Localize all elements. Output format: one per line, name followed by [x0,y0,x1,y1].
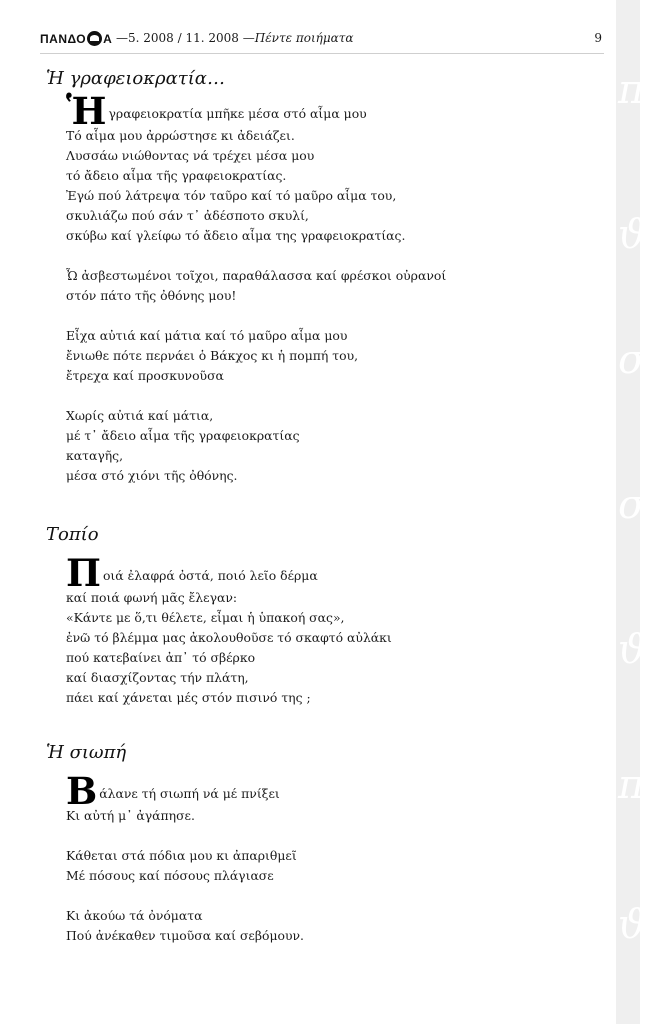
journal-logo [40,31,112,46]
stanza-break [66,246,446,266]
poem-line: Τό αἷμα μου ἀρρώστησε κι ἀδειάζει. [66,128,295,143]
poem-line: τό ἄδειο αἷμα τῆς γραφειοκρατίας. [66,168,287,183]
logo-emblem-icon [87,31,102,46]
poem-line: πάει καί χάνεται μές στόν πισινό της ; [66,690,311,705]
first-line-text: γραφειοκρατία μπῆκε μέσα στό αἷμα μου [108,106,367,121]
brand-tail: Α [103,31,113,46]
poem-line: ἔνιωθε πότε περνάει ὁ Βάκχος κι ἡ πομπή του, [66,348,359,363]
page-number: 9 [594,31,602,45]
drop-cap: Ἡ [66,89,107,133]
poem-title: Ἡ σιωπή [46,742,127,763]
poem-line: σκυλιάζω πού σάν τ᾽ ἀδέσποτο σκυλί, [66,208,309,223]
poem-line: Κι αὐτή μ᾽ ἀγάπησε. [66,808,195,823]
poem-line: καί διασχίζοντας τήν πλάτη, [66,670,249,685]
poem-first-line [66,89,446,133]
poem-line: Ὦ ἀσβεστωμένοι τοῖχοι, παραθάλασσα καί φρέσκοι οὐρανοί [66,268,447,283]
poem-line: Κι ἀκούω τά ὀνόματα [66,908,203,923]
poem-line: Μέ πόσους καί πόσους πλάγιασε [66,868,274,883]
first-line-text: οιά ἐλαφρά ὀστά, ποιό λεῖο δέρμα [102,568,318,583]
poem-line: μέσα στό χιόνι τῆς ὀθόνης. [66,468,238,483]
poem-line: μέ τ᾽ ἄδειο αἷμα τῆς γραφειοκρατίας [66,428,300,443]
issue-info [116,31,354,45]
stanza-break [66,386,446,406]
poem-title: Ἡ γραφειοκρατία… [46,68,225,89]
poem-first-line [66,551,392,595]
poem-line: «Κάντε με ὅ,τι θέλετε, εἶμαι ἡ ὑπακοή σας», [66,610,345,625]
poem-line: Πού ἀνέκαθεν τιμοῦσα καί σεβόμουν. [66,928,304,943]
poem-line: καταγῆς, [66,448,124,463]
poem-line: πού κατεβαίνει ἀπ᾽ τό σβέρκο [66,650,256,665]
poem-title: Τοπίο [46,524,99,545]
stanza-break [66,886,304,906]
stanza-break [66,826,304,846]
facing-page-edge: π ϑ σ σ ϑ π ϑ [616,0,640,1024]
poem-line: ἔτρεχα καί προσκυνοῦσα [66,368,224,383]
poem-line: ἐνῶ τό βλέμμα μας ἀκολουθοῦσε τό σκαφτό αὐλάκι [66,630,392,645]
stanza-break [66,306,446,326]
brand-text: ΠΑΝΔΟ [40,31,87,46]
section-title: —Πέντε ποιήματα [242,31,354,45]
poem-body [66,89,447,486]
poem-line: στόν πάτο τῆς ὀθόνης μου! [66,288,237,303]
poem-line: Ἐγώ πού λάτρεψα τόν ταῦρο καί τό μαῦρο αἷμα του, [66,188,397,203]
poem-body [66,551,392,708]
poem-line: Λυσσάω νιώθοντας νά τρέχει μέσα μου [66,148,315,163]
poem-body [66,769,304,946]
drop-cap: Β [66,769,98,813]
header-divider [40,53,604,54]
issue-dates: —5. 2008 / 11. 2008 [116,31,239,45]
poem-first-line [66,769,304,813]
first-line-text: άλανε τή σιωπή νά μέ πνίξει [99,786,280,801]
poem-line: Κάθεται στά πόδια μου κι ἀπαριθμεῖ [66,848,297,863]
poem-line: Εἶχα αὐτιά καί μάτια καί τό μαῦρο αἷμα μου [66,328,348,343]
drop-cap: Π [66,551,101,595]
running-header [40,29,602,49]
poem-line: σκύβω καί γλείφω τό ἄδειο αἷμα της γραφειοκρατίας. [66,228,406,243]
poem-line: Χωρίς αὐτιά καί μάτια, [66,408,214,423]
poem-line: καί ποιά φωνή μᾶς ἔλεγαν: [66,590,238,605]
